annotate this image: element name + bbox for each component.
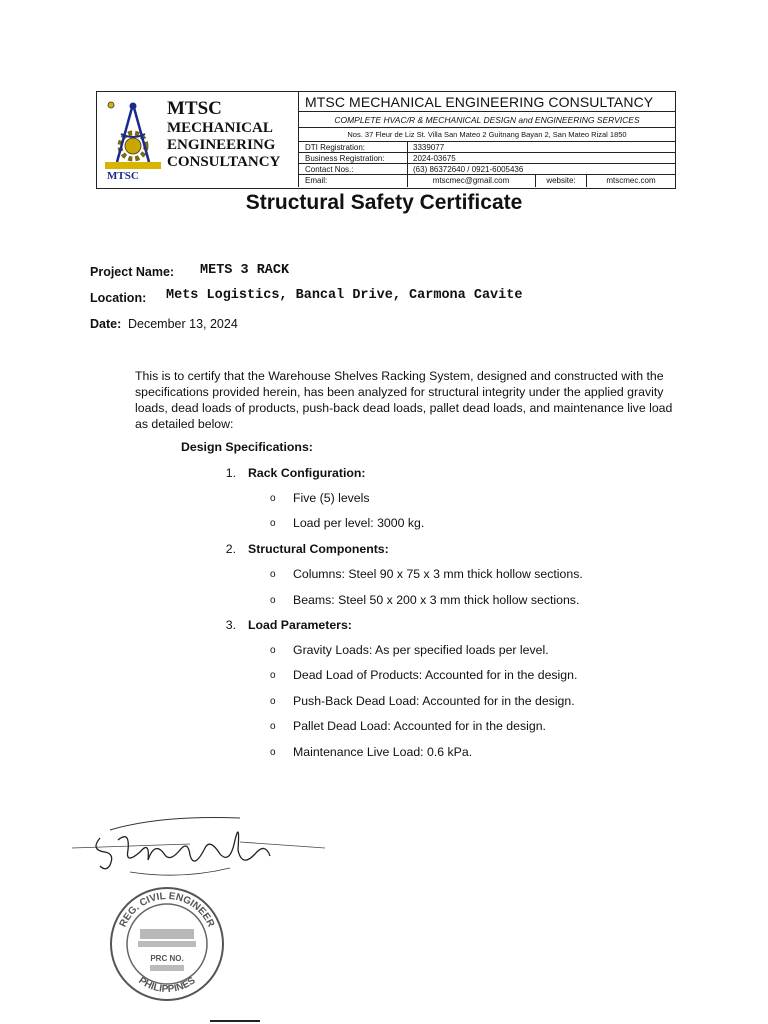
section-number: 2. [225, 542, 236, 556]
seal-top-text: REG. CIVIL ENGINEER [117, 890, 217, 929]
company-info [299, 92, 675, 187]
logo-line-1: MECHANICAL [167, 120, 273, 136]
certificate-title: Structural Safety Certificate [245, 191, 523, 214]
project-name-label: Project Name: [90, 265, 175, 279]
bullet-icon: o [270, 721, 276, 732]
bullet-icon: o [270, 595, 276, 606]
date-value: December 13, 2024 [128, 317, 238, 331]
email-row [299, 175, 675, 187]
logo-mtsc-text: MTSC [167, 98, 222, 119]
list-item: Load per level: 3000 kg. [293, 516, 425, 530]
svg-text:PHILIPPINES [136, 975, 197, 995]
logo-mtsc-small: MTSC [107, 170, 139, 182]
bullet-icon: o [270, 747, 276, 758]
services-line: COMPLETE HVAC/R & MECHANICAL DESIGN and ENGINEERING SERVICES [299, 112, 675, 128]
list-item: Push-Back Dead Load: Accounted for in the design. [293, 694, 575, 708]
compass-gear-icon [103, 100, 163, 170]
logo-line-3: CONSULTANCY [167, 154, 281, 170]
list-item: Gravity Loads: As per specified loads per level. [293, 643, 549, 657]
location-label: Location: [90, 291, 147, 305]
email-value: mtscmec@gmail.com [407, 175, 534, 187]
list-item: Maintenance Live Load: 0.6 kPa. [293, 745, 473, 759]
website-label: website: [535, 175, 587, 187]
seal-prc-text: PRC NO. [150, 954, 184, 963]
list-item: Beams: Steel 50 x 200 x 3 mm thick hollow sections. [293, 593, 580, 607]
dti-label: DTI Registration: [305, 143, 366, 152]
handwritten-signature [70, 810, 330, 885]
date-label: Date: [90, 317, 122, 331]
logo-line-2: ENGINEERING [167, 137, 276, 153]
website-value: mtscmec.com [606, 176, 656, 185]
busreg-value: 2024-03675 [407, 153, 456, 164]
project-name-value: METS 3 RACK [200, 263, 290, 278]
busreg-label: Business Registration: [305, 154, 385, 163]
list-item: Pallet Dead Load: Accounted for in the design. [293, 719, 546, 733]
email-label: Email: [305, 176, 328, 185]
bullet-icon: o [270, 493, 276, 504]
section-number: 3. [225, 618, 236, 632]
dti-row [299, 142, 675, 153]
list-item: Dead Load of Products: Accounted for in the design. [293, 668, 578, 682]
address-line: Nos. 37 Fleur de Liz St. Villa San Mateo 2 Guitnang Bayan 2, San Mateo Rizal 1850 [299, 128, 675, 142]
bullet-icon: o [270, 645, 276, 656]
bullet-icon: o [270, 696, 276, 707]
section-title: Load Parameters: [248, 618, 352, 632]
divider [210, 1020, 260, 1022]
design-specifications-heading: Design Specifications: [181, 440, 313, 454]
business-registration-row [299, 153, 675, 164]
section-title: Structural Components: [248, 542, 389, 556]
company-logo [97, 92, 299, 187]
section-title: Rack Configuration: [248, 466, 366, 480]
engineer-seal-stamp [108, 885, 226, 1003]
contact-row [299, 164, 675, 175]
contact-label: Contact Nos.: [305, 165, 354, 174]
certification-paragraph: This is to certify that the Warehouse Shelves Racking System, designed and constructed with the specifications provided herein, has been analyzed for structural integrity under the applied gravity loads, dead loads of products, push-back dead loads, pallet dead loads, and maintenance live load as detailed below: [135, 369, 673, 431]
contact-value: (63) 86372640 / 0921-6005436 [407, 164, 523, 175]
location-value: Mets Logistics, Bancal Drive, Carmona Cavite [166, 288, 523, 303]
list-item: Five (5) levels [293, 491, 370, 505]
section-number: 1. [225, 466, 236, 480]
bullet-icon: o [270, 670, 276, 681]
dti-value: 3339077 [407, 142, 444, 153]
list-item: Columns: Steel 90 x 75 x 3 mm thick hollow sections. [293, 567, 583, 581]
letterhead [96, 91, 676, 189]
firm-name: MTSC MECHANICAL ENGINEERING CONSULTANCY [299, 92, 675, 112]
bullet-icon: o [270, 518, 276, 529]
seal-bottom-text: PHILIPPINES [136, 975, 198, 996]
bullet-icon: o [270, 569, 276, 580]
